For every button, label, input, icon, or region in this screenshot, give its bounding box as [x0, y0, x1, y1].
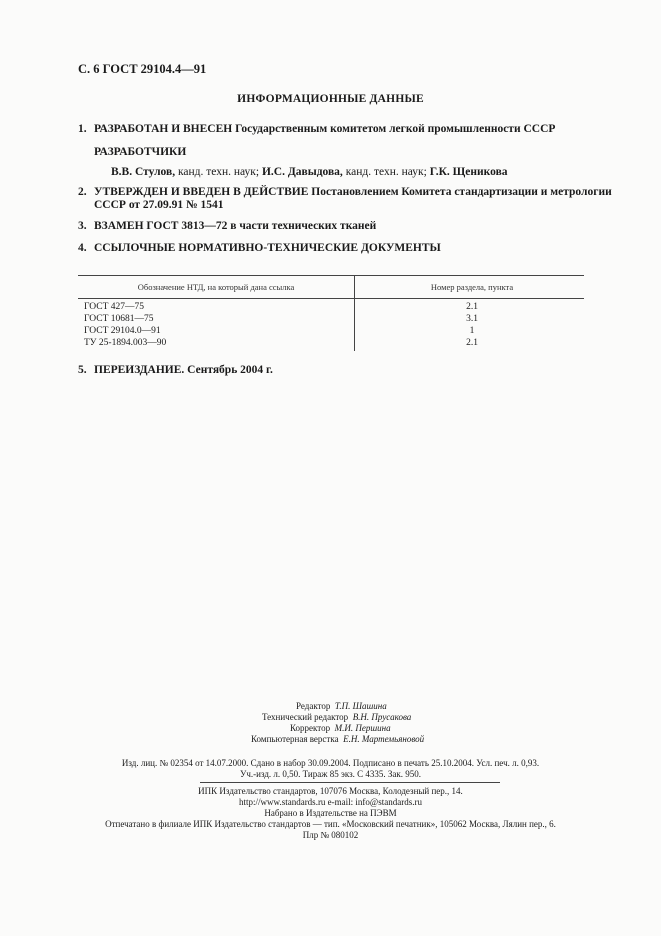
license-line-2: Уч.-изд. л. 0,50. Тираж 85 экз. С 4335. Зак. 950. [239, 769, 422, 779]
item-4-heading: ССЫЛОЧНЫЕ НОРМАТИВНО-ТЕХНИЧЕСКИЕ ДОКУМЕНТЫ [94, 242, 441, 254]
table-row [78, 302, 584, 314]
item-5-heading: ПЕРЕИЗДАНИЕ. [94, 364, 185, 376]
table-cell-doc: ТУ 25-1894.003—90 [84, 338, 167, 348]
item-2 [78, 186, 612, 198]
publisher-line-3: Набрано в Издательстве на ПЭВМ [264, 808, 397, 818]
tech-editor-role: Технический редактор [262, 712, 349, 722]
item-2-text: Постановлением Комитета стандартизации и метрологии [308, 186, 612, 198]
item-2-line2: СССР от 27.09.91 № 1541 [94, 199, 224, 211]
references-table [78, 275, 584, 350]
editor-name: Т.П. Шашина [334, 701, 387, 711]
item-5-number: 5. [78, 364, 87, 376]
item-4-number: 4. [78, 242, 87, 254]
table-cell-section: 1 [469, 326, 475, 336]
divider-line [200, 782, 500, 783]
publisher-line-2: http://www.standards.ru e-mail: info@standards.ru [239, 797, 422, 807]
developer-1-degree: канд. техн. наук; [175, 166, 262, 178]
license-line-1: Изд. лиц. № 02354 от 14.07.2000. Сдано в набор 30.09.2004. Подписано в печать 25.10.2004. Усл. печ. л. 0,93. [121, 758, 540, 768]
developers-list [111, 166, 508, 178]
item-5 [78, 364, 273, 376]
layout-line [251, 734, 424, 744]
layout-name: Е.Н. Мартемьяновой [343, 734, 425, 744]
publisher-line-5: Плр № 080102 [302, 830, 359, 840]
page-header: С. 6 ГОСТ 29104.4—91 [78, 62, 207, 76]
item-3-number: 3. [78, 220, 87, 232]
table-header-doc: Обозначение НТД, на который дана ссылка [137, 282, 295, 292]
item-2-heading: УТВЕРЖДЕН И ВВЕДЕН В ДЕЙСТВИЕ [94, 186, 309, 198]
item-5-text: Сентябрь 2004 г. [184, 364, 273, 376]
corrector-role: Корректор [290, 723, 331, 733]
table-header-row [78, 275, 584, 299]
table-cell-section: 2.1 [466, 338, 478, 348]
corrector-line [290, 723, 391, 733]
editor-line [296, 701, 387, 711]
item-3-heading: ВЗАМЕН ГОСТ 3813—72 [94, 220, 228, 232]
layout-role: Компьютерная верстка [251, 734, 339, 744]
item-4 [78, 242, 441, 254]
developer-3-name: Г.К. Щеникова [429, 166, 508, 178]
publisher-line-4: Отпечатано в филиале ИПК Издательство стандартов — тип. «Московский печатник», 105062 Москва, Лялин пер., 6. [105, 819, 556, 829]
item-1-heading: РАЗРАБОТАН И ВНЕСЕН [94, 123, 233, 135]
table-row [78, 338, 584, 350]
tech-editor-name: В.Н. Прусакова [352, 712, 412, 722]
tech-editor-line [262, 712, 411, 722]
item-1-number: 1. [78, 123, 87, 135]
item-1-text: Государственным комитетом легкой промышленности СССР [232, 123, 556, 135]
item-3 [78, 220, 376, 232]
table-cell-section: 3.1 [466, 314, 478, 324]
developer-2-degree: канд. техн. наук; [342, 166, 430, 178]
table-row [78, 314, 584, 326]
developer-1-name: В.В. Стулов, [111, 166, 176, 178]
publisher-line-1: ИПК Издательство стандартов, 107076 Москва, Колодезный пер., 14. [198, 786, 463, 796]
table-cell-section: 2.1 [466, 302, 478, 312]
developer-2-name: И.С. Давыдова, [261, 166, 343, 178]
table-row [78, 326, 584, 338]
editor-role: Редактор [296, 701, 331, 711]
corrector-name: М.И. Першина [334, 723, 391, 733]
table-cell-doc: ГОСТ 10681—75 [84, 314, 154, 324]
item-1 [78, 123, 555, 135]
developers-label: РАЗРАБОТЧИКИ [94, 146, 187, 158]
table-header-section: Номер раздела, пункта [430, 282, 514, 292]
table-cell-doc: ГОСТ 29104.0—91 [84, 326, 161, 336]
table-cell-doc: ГОСТ 427—75 [84, 302, 144, 312]
item-2-number: 2. [78, 186, 87, 198]
page-title: ИНФОРМАЦИОННЫЕ ДАННЫЕ [237, 93, 424, 105]
item-3-text: в части технических тканей [227, 220, 377, 232]
